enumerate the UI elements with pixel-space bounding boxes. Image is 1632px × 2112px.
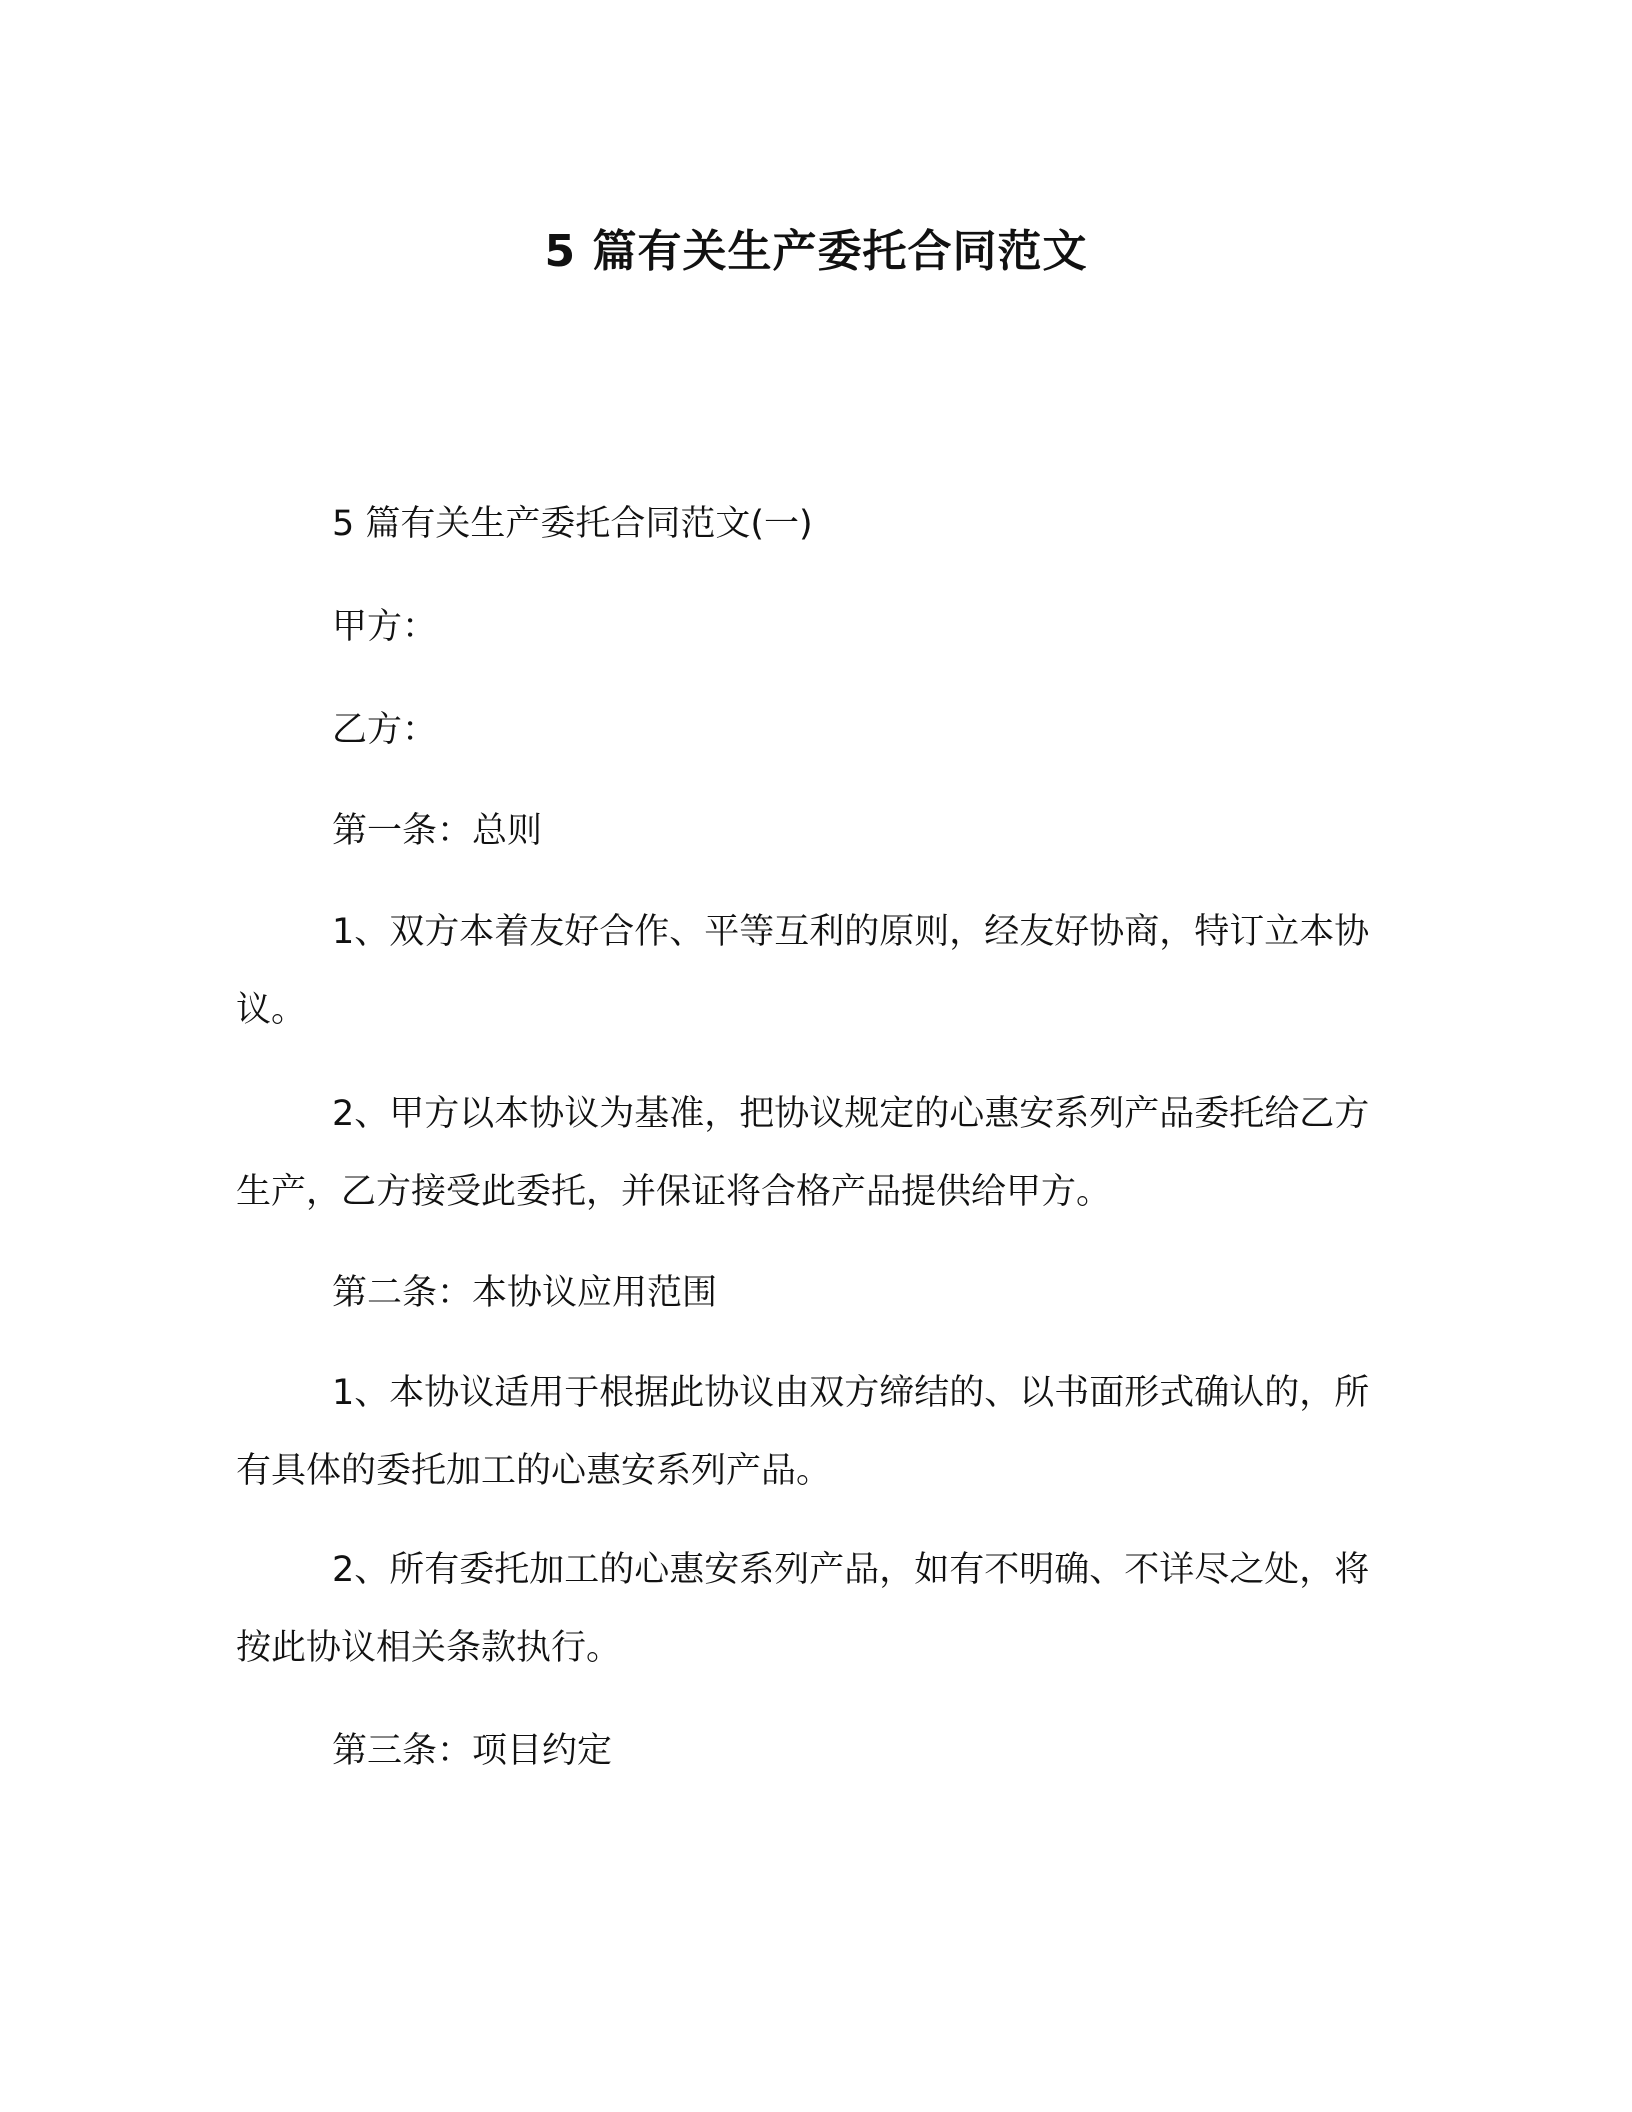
party-a-label: 甲方： [332, 607, 438, 647]
article-1-clause-2: 2、甲方以本协议为基准，把协议规定的心惠安系列产品委托给乙方生产，乙方接受此委托，并保证将合格产品提供给甲方。 [236, 1094, 1370, 1212]
article-2-heading: 第二条：本协议应用范围 [332, 1273, 718, 1313]
article-3-heading: 第三条：项目约定 [332, 1731, 613, 1771]
article-2-clause-2: 2、所有委托加工的心惠安系列产品，如有不明确、不详尽之处，将按此协议相关条款执行。 [236, 1550, 1370, 1668]
article-1-clause-1: 1、双方本着友好合作、平等互利的原则，经友好协商，特订立本协议。 [236, 912, 1370, 1030]
article-2-clause-1: 1、本协议适用于根据此协议由双方缔结的、以书面形式确认的，所有具体的委托加工的心惠安系列产品。 [236, 1373, 1370, 1491]
document-title: 5 篇有关生产委托合同范文 [544, 226, 1088, 277]
party-b-label: 乙方： [332, 710, 438, 750]
section-heading: 5 篇有关生产委托合同范文(一) [332, 504, 813, 544]
article-1-heading: 第一条：总则 [332, 811, 543, 851]
